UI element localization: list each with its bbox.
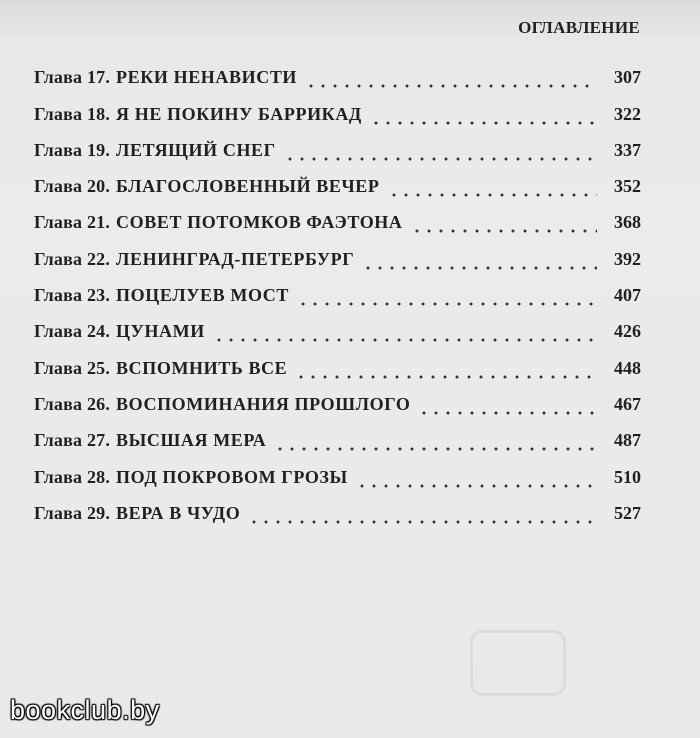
toc-page-number: 487	[614, 430, 641, 451]
toc-entry	[34, 427, 641, 454]
dot-leader	[274, 427, 597, 454]
toc-chapter-title: ПОД ПОКРОВОМ ГРОЗЫ	[116, 466, 348, 487]
toc-entry-label	[34, 246, 360, 273]
toc-chapter-number: Глава 18.	[34, 103, 111, 124]
site-watermark: bookclub.by	[10, 695, 160, 725]
toc-entry	[34, 282, 641, 309]
toc-page-number: 510	[614, 466, 641, 487]
page-header-title: ОГЛАВЛЕНИЕ	[518, 18, 640, 37]
toc-entry-label	[34, 209, 409, 236]
toc-entry	[34, 137, 641, 164]
toc-chapter-title: Я НЕ ПОКИНУ БАРРИКАД	[116, 103, 362, 124]
toc-entry	[34, 173, 641, 200]
table-of-contents	[34, 64, 641, 536]
toc-page-number: 337	[614, 139, 641, 160]
toc-entry	[34, 64, 641, 91]
toc-chapter-title: ПОЦЕЛУЕВ МОСТ	[116, 285, 289, 306]
toc-page-number: 352	[614, 176, 641, 197]
toc-entry	[34, 209, 641, 236]
toc-chapter-title: ВСПОМНИТЬ ВСЕ	[116, 357, 288, 378]
dot-leader	[388, 173, 597, 200]
toc-entry	[34, 354, 641, 381]
toc-entry-label	[34, 391, 416, 418]
toc-entry-label	[34, 173, 386, 200]
toc-entry-label	[34, 500, 246, 527]
toc-page-number: 527	[614, 502, 641, 523]
dot-leader	[418, 391, 597, 418]
dot-leader	[248, 500, 597, 527]
toc-entry-label	[34, 101, 368, 128]
bleed-through-age-mark	[470, 630, 566, 696]
toc-page-number: 426	[614, 321, 641, 342]
toc-entry-label	[34, 355, 293, 382]
toc-entry-label	[34, 427, 272, 454]
toc-page-number: 407	[614, 285, 641, 306]
toc-chapter-title: ВОСПОМИНАНИЯ ПРОШЛОГО	[116, 393, 411, 414]
toc-entry	[34, 100, 641, 127]
toc-chapter-number: Глава 23.	[34, 285, 111, 306]
dot-leader	[370, 101, 597, 128]
toc-chapter-number: Глава 22.	[34, 248, 111, 269]
toc-entry	[34, 245, 641, 272]
dot-leader	[305, 64, 597, 91]
toc-chapter-number: Глава 26.	[34, 393, 111, 414]
dot-leader	[295, 355, 597, 382]
toc-page-number: 368	[614, 212, 641, 233]
dot-leader	[411, 209, 598, 236]
dot-leader	[297, 282, 597, 309]
toc-chapter-number: Глава 27.	[34, 430, 111, 451]
toc-entry-label	[34, 464, 354, 491]
toc-entry-label	[34, 282, 295, 309]
toc-chapter-title: ВЕРА В ЧУДО	[116, 502, 241, 523]
toc-page-number: 392	[614, 248, 641, 269]
bleed-through-text	[30, 0, 670, 20]
toc-chapter-number: Глава 29.	[34, 502, 111, 523]
toc-chapter-title: ЛЕНИНГРАД-ПЕТЕРБУРГ	[116, 248, 355, 269]
toc-chapter-number: Глава 21.	[34, 212, 111, 233]
toc-chapter-title: БЛАГОСЛОВЕННЫЙ ВЕЧЕР	[116, 176, 380, 197]
dot-leader	[284, 137, 597, 164]
dot-leader	[213, 318, 597, 345]
toc-chapter-title: ЛЕТЯЩИЙ СНЕГ	[116, 139, 276, 160]
toc-page-number: 467	[614, 393, 641, 414]
toc-page-number: 322	[614, 103, 641, 124]
toc-chapter-title: ЦУНАМИ	[116, 321, 205, 342]
toc-entry-label	[34, 318, 211, 345]
toc-chapter-number: Глава 24.	[34, 321, 111, 342]
toc-chapter-title: ВЫСШАЯ МЕРА	[116, 430, 267, 451]
toc-chapter-title: СОВЕТ ПОТОМКОВ ФАЭТОНА	[116, 212, 403, 233]
toc-chapter-number: Глава 28.	[34, 466, 111, 487]
toc-entry-label	[34, 137, 282, 164]
toc-chapter-number: Глава 17.	[34, 67, 111, 88]
toc-page-number: 448	[614, 357, 641, 378]
toc-chapter-number: Глава 19.	[34, 139, 111, 160]
toc-entry-label	[34, 64, 303, 91]
dot-leader	[362, 246, 597, 273]
toc-entry	[34, 463, 641, 490]
toc-entry	[34, 391, 641, 418]
toc-chapter-number: Глава 25.	[34, 357, 111, 378]
toc-page-number: 307	[614, 67, 641, 88]
toc-entry	[34, 318, 641, 345]
toc-chapter-number: Глава 20.	[34, 176, 111, 197]
toc-entry	[34, 500, 641, 527]
dot-leader	[356, 464, 597, 491]
toc-chapter-title: РЕКИ НЕНАВИСТИ	[116, 67, 298, 88]
